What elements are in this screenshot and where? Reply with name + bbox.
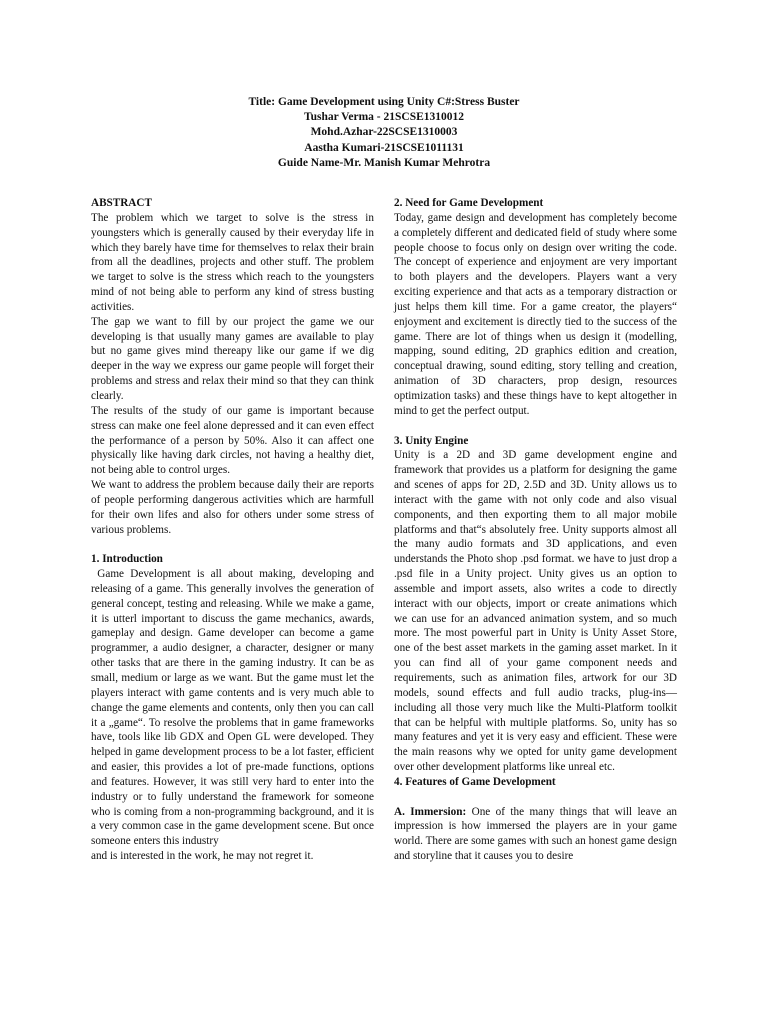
author-1: Tushar Verma - 21SCSE1310012 [303,111,465,124]
paper-header [0,95,768,171]
spacer [394,790,677,805]
spacer [394,419,677,434]
left-column [91,196,377,864]
abstract-paragraph: The problem which we target to solve is the stress in youngsters which is generally caused by their everyday life in which they barely have time for themselves to relax their brain from all the deadlines, projects and other stuff. The problem we target to solve is the stress which reach to the youngsters mind of not being able to perform any kind of stress busting activities. [91,211,374,313]
immersion-paragraph [394,805,677,864]
abstract-paragraph: The gap we want to fill by our project the game we our developing is that usually many games are available to play but no game gives mind thereapy like our game if we dig deeper in the way we express our game people will forget their problems and stress and relax their mind so that they can think clearly. [91,315,374,402]
abstract-paragraph: The results of the study of our game is important because stress can make one feel alone depressed and it can even effect the performance of a person by 50%. Also it can affect one physically like having dark circles, not having a healthy diet, not being able to control urges. [91,404,374,477]
spacer [91,537,374,552]
author-3: Aastha Kumari-21SCSE1011131 [304,141,464,154]
features-heading: 4. Features of Game Development [394,775,556,788]
paper-title: Title: Game Development using Unity C#:Stress Buster [248,96,520,108]
right-column [394,196,677,864]
immersion-label: A. Immersion: [394,805,467,818]
introduction-paragraph: Game Development is all about making, developing and releasing of a game. This generally involves the generation of general concept, testing and releasing. While we make a game, it is utterl important to discuss the game mechanics, awards, gameplay and design. Game developer can become a game programmer, a audio designer, a character, designer or many other tasks that are there in the gaming industry. It can be as small, medium or large as we want. But the game must let the players interact with game contents and is very much able to change the game elements and contents, only then you can call it a „game“. To resolve the problems that in game frameworks have, tools like lib GDX and Open GL were developed. They helped in game development process to be a lot faster, efficient and easier, this provides a lot of pre-made functions, options and features. However, it was still very hard to enter into the industry or to fully understand the framework for someone who is coming from a non-programming background, and it is a very common case in the game development scene. But once someone enters this industry [91,568,377,848]
need-paragraph: Today, game design and development has completely become a completely different and dedicated field of study where some people choose to focus only on design over writing the code. The concept of experience and enjoyment are very important to both players and the developers. Players want a very exciting experience and that acts as a temporary distraction or just helps them kill time. For a game creator, the players“ enjoyment and excitement is directly tied to the success of the game. There are lot of things when us design it (modelling, mapping, sound editing, 2D graphics edition and creation, conceptual drawing, sound editing, story telling and creation, animation of 3D characters, prop design, resources optimization tasks) and these things have to kept altogether in mind to get the perfect output. [394,211,677,417]
immersion-text: One of the many things that will leave an impression is how immersed the players are in your game world. There are some games with such an honest game design and storyline that it causes you to desire [394,805,678,863]
introduction-paragraph: and is interested in the work, he may not regret it. [91,850,314,863]
guide-name: Guide Name-Mr. Manish Kumar Mehrotra [277,156,491,169]
author-2: Mohd.Azhar-22SCSE1310003 [310,126,458,139]
abstract-paragraph: We want to address the problem because daily their are reports of people performing dangerous activities which are harmfull for their own lifes and also for others under some stress of various problems. [91,479,374,536]
introduction-heading: 1. Introduction [91,553,163,566]
abstract-heading: ABSTRACT [91,197,152,209]
unity-heading: 3. Unity Engine [394,434,469,447]
need-heading: 2. Need for Game Development [394,197,544,209]
unity-paragraph: Unity is a 2D and 3D game development engine and framework that provides us a platform for designing the game and scenes of apps for 2D, 2.5D and 3D. Unity allows us to interact with the game with not only code and also visual components, and then exporting them to all major mobile platforms and that“s absolutely free. Unity supports almost all the many audio formats and 3D applications, and even understands the Photo shop .psd format. we have to just drop a .psd file in a Unity project. Unity gives us an option to assemble and import assets, also writes a code to directly interact with our objects, import or create animations which we can use for an advanced animation system, and so much more. The most powerful part in Unity is Unity Asset Store, one of the best asset markets in the gaming asset market. In it you can find all of your game component needs and requirements, such as animation files, artwork for our 3D models, sound effects and full audio tracks, plug-ins—including all those very much like the Multi-Platform toolkit that can be helpful with multiple platforms. So, unity has so many features and yet it is very easy and efficient. These were the main reasons why we opted for unity game development over other development platforms like unreal etc. [394,449,677,774]
